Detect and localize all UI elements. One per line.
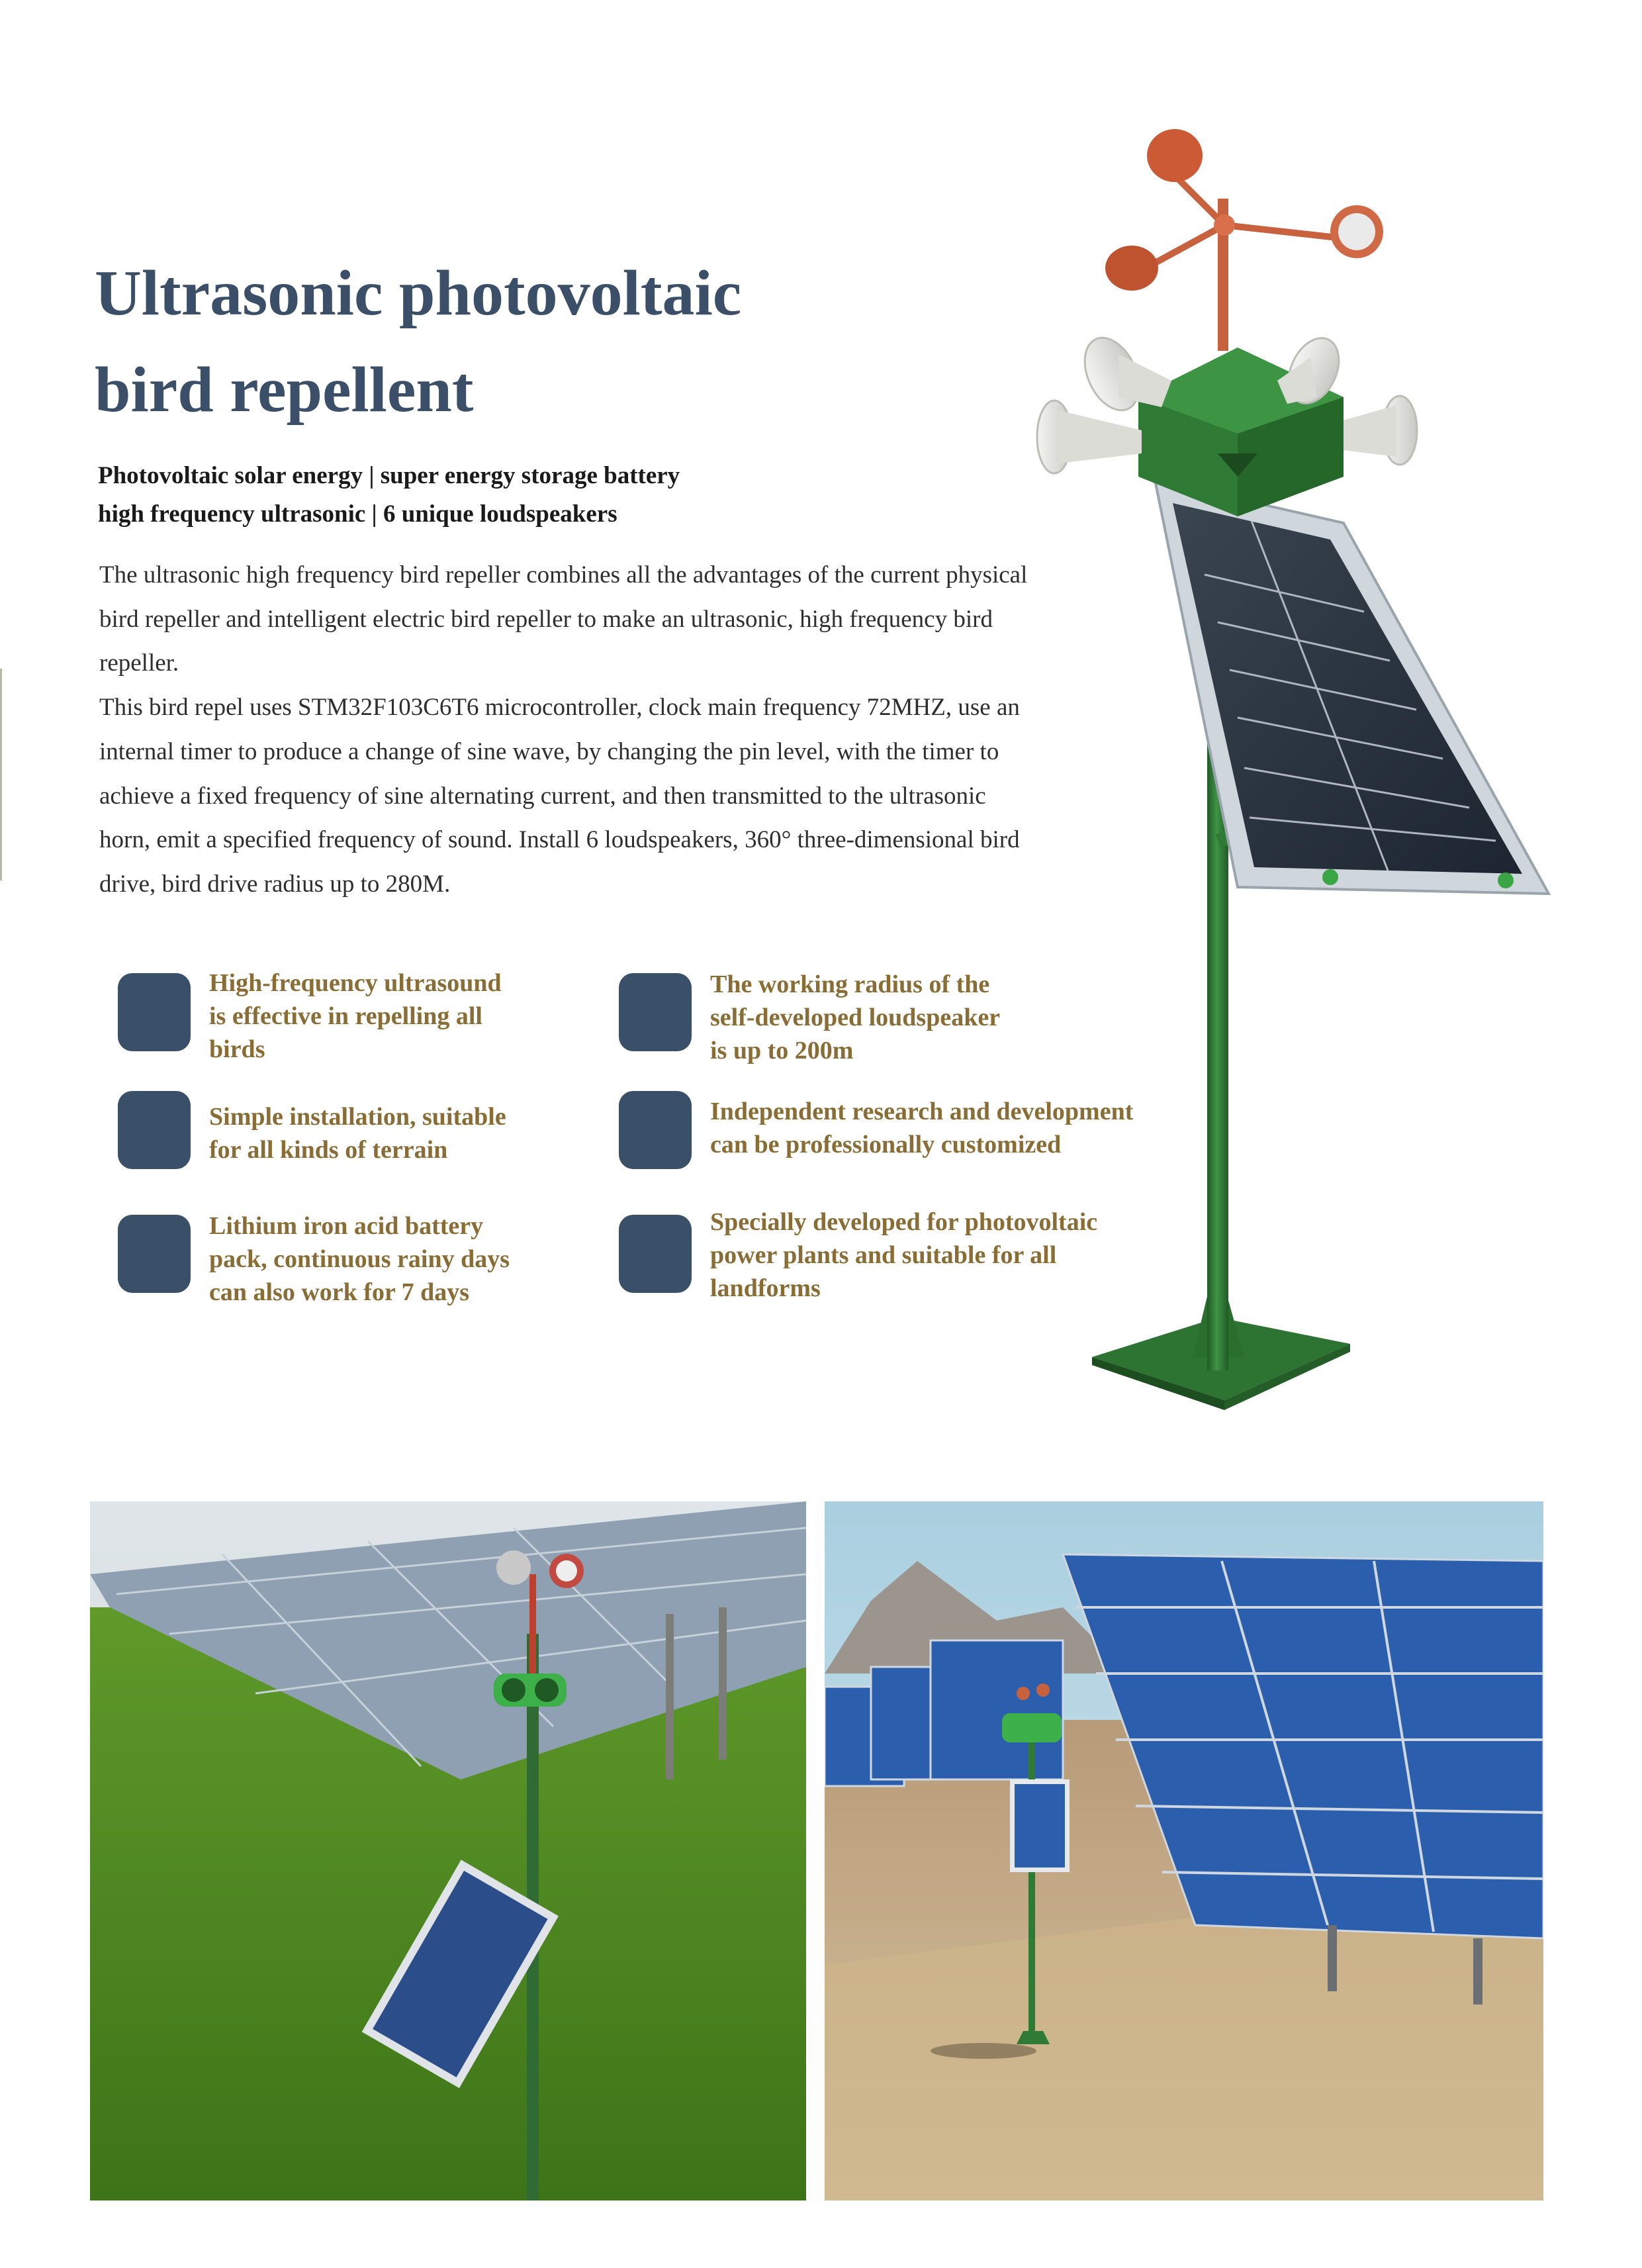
- bird-repeller-product-image: [1019, 119, 1562, 1423]
- feature-text: [710, 968, 1000, 1067]
- feature-bullet-square: [118, 1215, 191, 1293]
- title-line-1: Ultrasonic photovoltaic: [95, 258, 742, 329]
- feature-line: Independent research and development: [710, 1098, 1134, 1125]
- feature-line: is up to 200m: [710, 1037, 854, 1064]
- description-line: bird repeller and intelligent electric bird repeller to make an ultrasonic, high frequency bird: [99, 605, 993, 633]
- feature-line: High-frequency ultrasound: [209, 969, 502, 997]
- description-line: horn, emit a specified frequency of sound. Install 6 loudspeakers, 360° three-dimensional bird: [99, 826, 1020, 854]
- feature-line: pack, continuous rainy days: [209, 1245, 510, 1273]
- feature-line: birds: [209, 1035, 265, 1063]
- feature-installation: [118, 1091, 506, 1169]
- feature-text: [209, 1100, 506, 1166]
- photo-desert-installation: [825, 1501, 1543, 2200]
- feature-bullet-square: [619, 1215, 692, 1293]
- feature-ultrasound: [118, 969, 502, 1066]
- description-line: achieve a fixed frequency of sine alternating current, and then transmitted to the ultrasonic: [99, 782, 986, 810]
- description-line: drive, bird drive radius up to 280M.: [99, 870, 451, 898]
- photo-grass-scene: [90, 1501, 806, 2200]
- feature-text: [209, 1209, 510, 1309]
- feature-text: [209, 967, 502, 1066]
- feature-line: can be professionally customized: [710, 1131, 1062, 1158]
- feature-bullet-square: [619, 1091, 692, 1169]
- feature-battery: [118, 1212, 510, 1309]
- feature-line: The working radius of the: [710, 970, 990, 998]
- feature-line: Simple installation, suitable: [209, 1103, 506, 1131]
- description: [99, 553, 1171, 907]
- wind-cup-spinner: [1105, 129, 1383, 351]
- description-line: repeller.: [99, 649, 179, 677]
- feature-line: Specially developed for photovoltaic: [710, 1208, 1098, 1236]
- feature-line: for all kinds of terrain: [209, 1136, 448, 1164]
- description-line: This bird repel uses STM32F103C6T6 microcontroller, clock main frequency 72MHZ, use an: [99, 694, 1020, 722]
- feature-line: can also work for 7 days: [209, 1278, 470, 1306]
- feature-line: is effective in repelling all: [209, 1002, 482, 1030]
- photo-desert-scene: [825, 1501, 1543, 2200]
- feature-line: power plants and suitable for all: [710, 1241, 1057, 1269]
- feature-bullet-square: [619, 973, 692, 1051]
- page-edge-mark: [0, 669, 2, 880]
- description-line: internal timer to produce a change of sine wave, by changing the pin level, with the timer to: [99, 737, 999, 765]
- subtitle-line-2: high frequency ultrasonic | 6 unique loudspeakers: [98, 500, 617, 528]
- feature-bullet-square: [118, 973, 191, 1051]
- feature-line: Lithium iron acid battery: [209, 1212, 484, 1240]
- feature-loudspeaker-radius: [619, 970, 1001, 1067]
- subtitle: [98, 457, 1091, 534]
- photo-grass-installation: [90, 1501, 806, 2200]
- description-line: The ultrasonic high frequency bird repeller combines all the advantages of the current physical: [99, 561, 1028, 589]
- bird-repeller-illustration: [1019, 119, 1562, 1423]
- page-title: [95, 245, 1021, 438]
- feature-line: self-developed loudspeaker: [710, 1004, 1001, 1031]
- feature-bullet-square: [118, 1091, 191, 1169]
- subtitle-line-1: Photovoltaic solar energy | super energy storage battery: [98, 462, 680, 489]
- feature-line: landforms: [710, 1274, 821, 1302]
- title-line-2: bird repellent: [95, 354, 474, 426]
